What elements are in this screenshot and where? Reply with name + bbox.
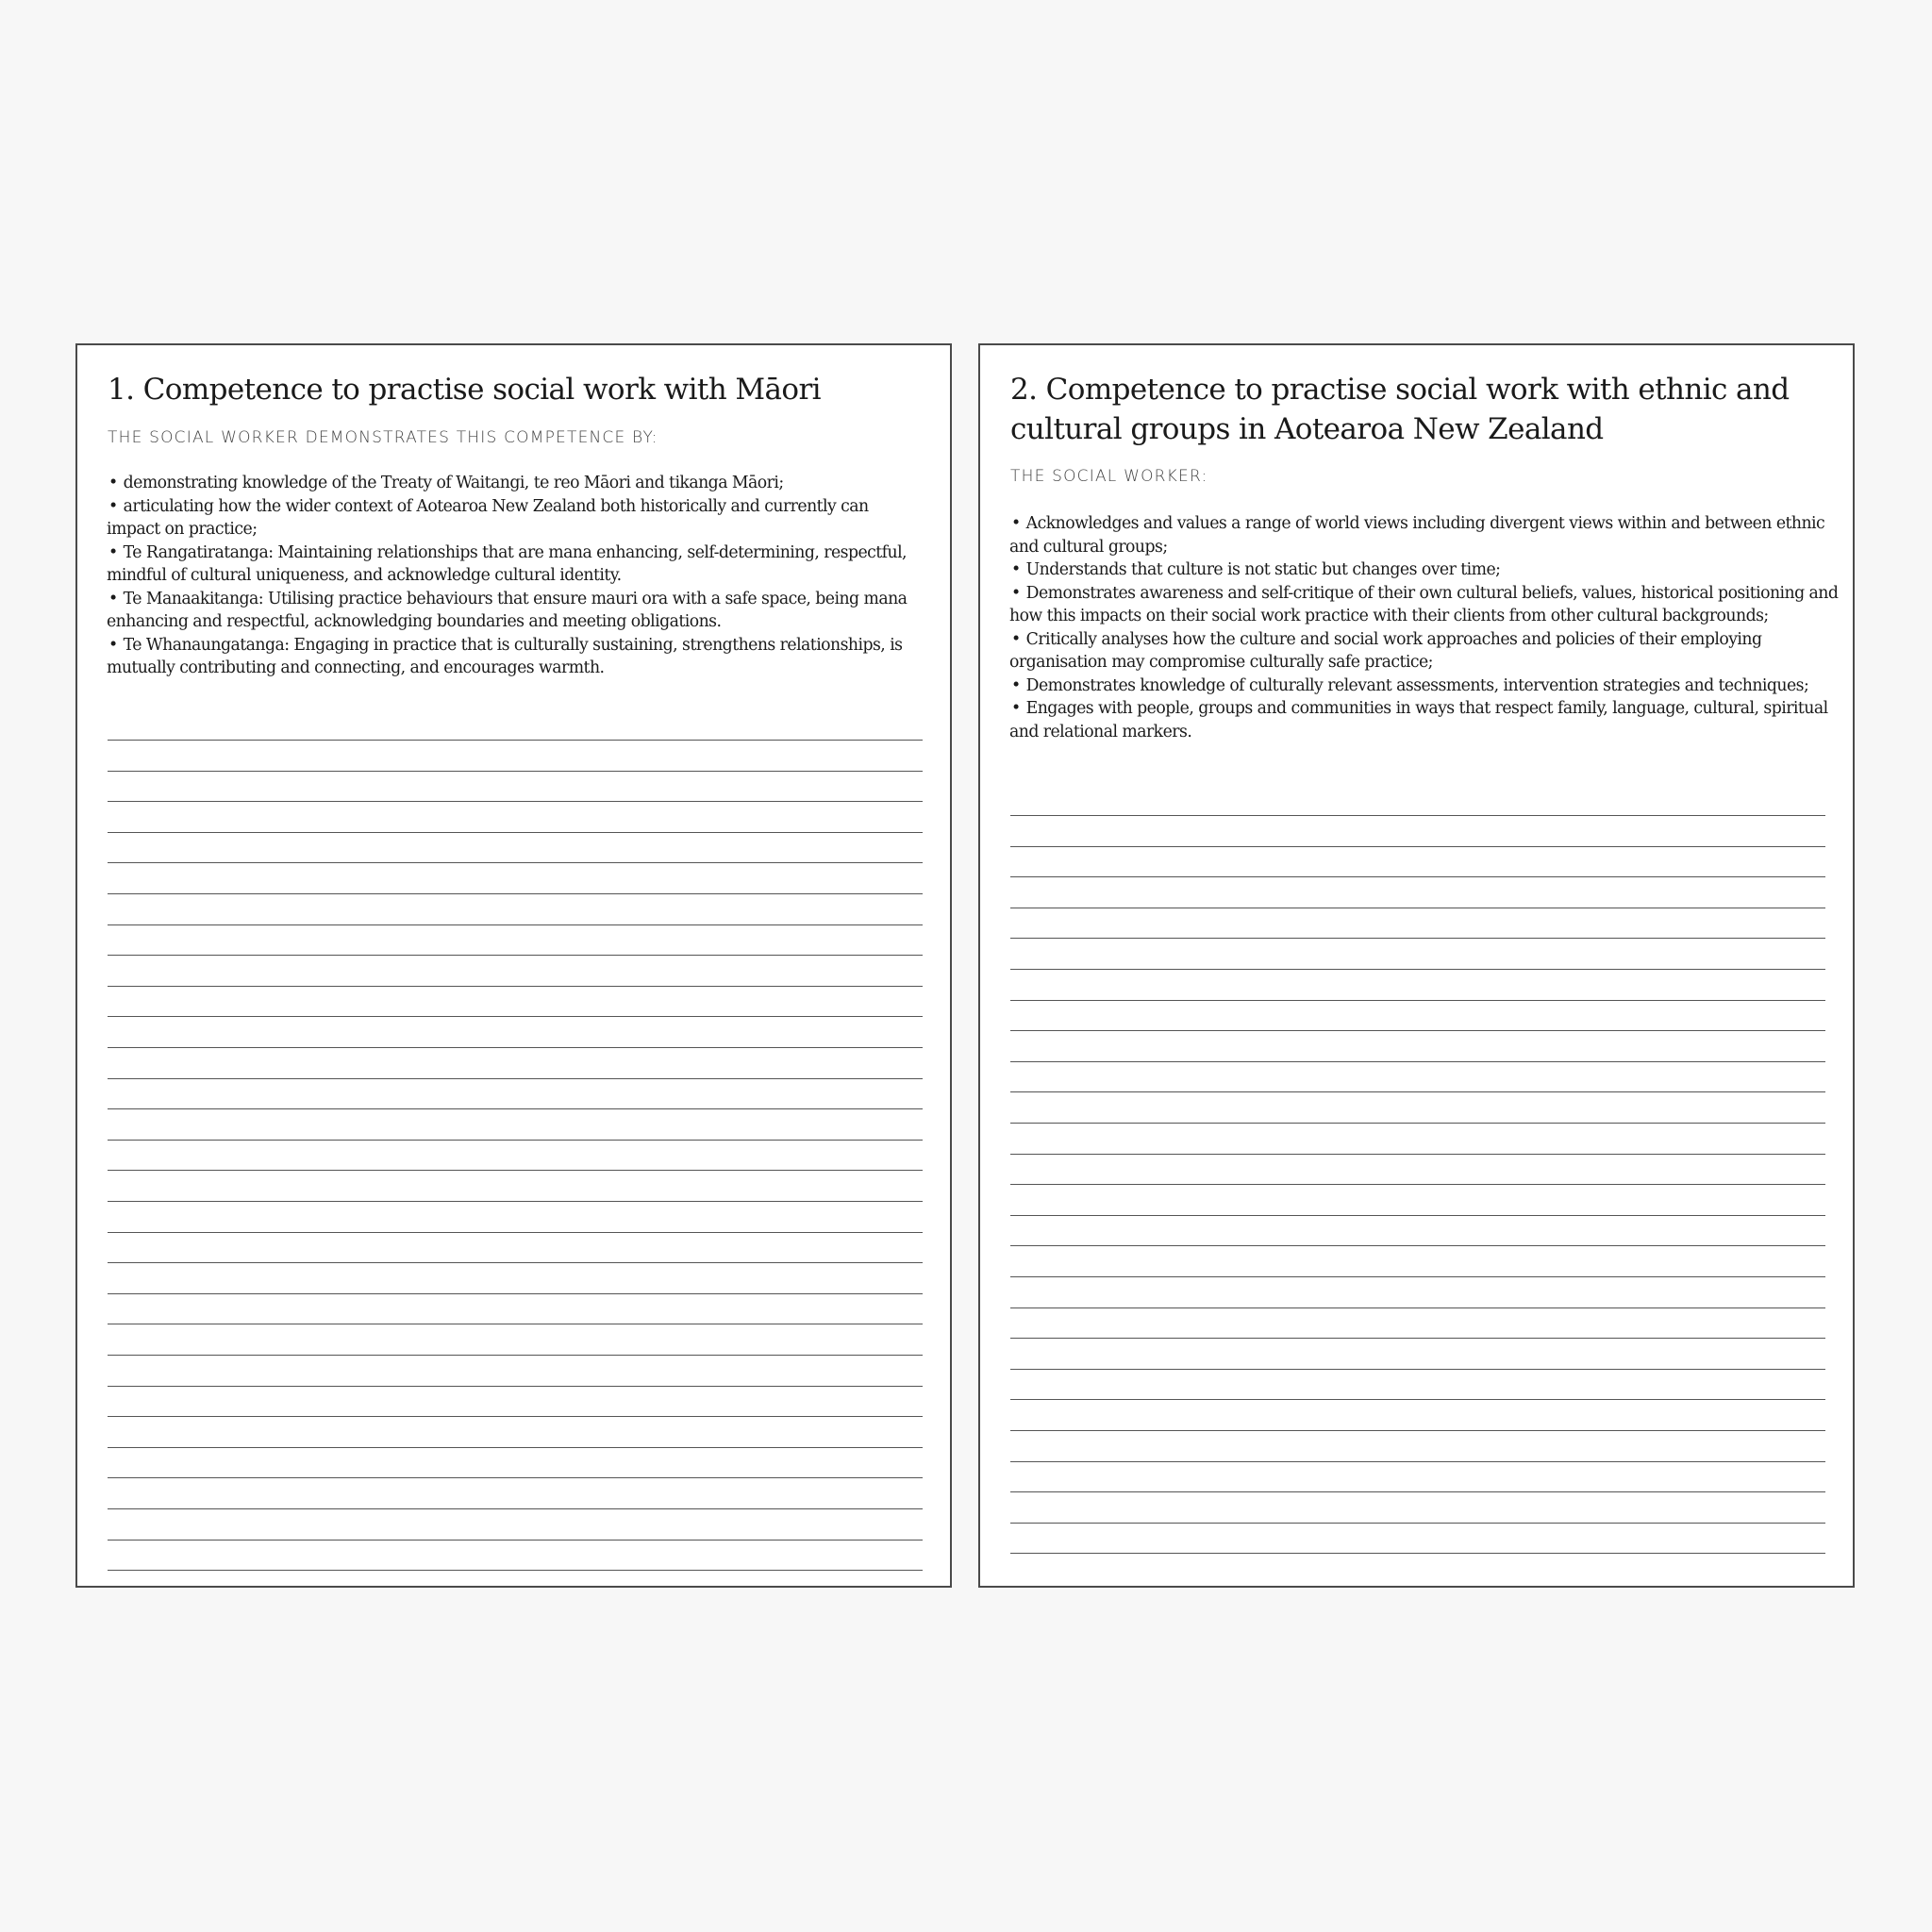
bullet-icon: • bbox=[1011, 514, 1021, 533]
writing-line[interactable] bbox=[108, 801, 923, 802]
bullet-icon: • bbox=[1011, 583, 1021, 603]
writing-line[interactable] bbox=[108, 1170, 923, 1171]
writing-line[interactable] bbox=[1010, 1184, 1825, 1185]
bullet-item: • Demonstrates knowledge of culturally relevant assessments, intervention strategies and techniques; bbox=[1011, 675, 1809, 695]
writing-line[interactable] bbox=[1010, 1553, 1825, 1554]
writing-line[interactable] bbox=[108, 1355, 923, 1356]
bullet-icon: • bbox=[108, 474, 118, 492]
writing-line[interactable] bbox=[108, 1293, 923, 1294]
writing-line[interactable] bbox=[108, 1047, 923, 1048]
bullet-item: • Acknowledges and values a range of world views including divergent views within and between ethnic and cultural groups; bbox=[1009, 514, 1825, 557]
writing-line[interactable] bbox=[108, 740, 923, 741]
writing-line[interactable] bbox=[108, 1108, 923, 1109]
writing-line[interactable] bbox=[108, 1570, 923, 1571]
bullet-item: • Critically analyses how the culture and social work approaches and policies of their employing organisation may compromise culturally safe practice; bbox=[1009, 629, 1762, 672]
section-subheading: THE SOCIAL WORKER: bbox=[1010, 467, 1208, 486]
writing-line[interactable] bbox=[1010, 815, 1825, 816]
page-title: 2. Competence to practise social work with ethnic and cultural groups in Aotearoa New Zealand bbox=[1010, 373, 1790, 446]
bullet-item: • Engages with people, groups and communities in ways that respect family, language, cultural, spiritual and relational markers. bbox=[1009, 699, 1828, 741]
writing-line[interactable] bbox=[108, 955, 923, 956]
bullet-item: • Te Whanaungatanga: Engaging in practice that is culturally sustaining, strengthens relationships, is mutually contributing and connecting, and encourages warmth. bbox=[107, 635, 903, 677]
bullet-icon: • bbox=[1011, 560, 1021, 579]
bullet-item: • Demonstrates awareness and self-critique of their own cultural beliefs, values, historical positioning and how this impacts on their social work practice with their clients from other cultural backgrounds; bbox=[1009, 583, 1839, 625]
writing-line[interactable] bbox=[1010, 969, 1825, 970]
bullet-item: • demonstrating knowledge of the Treaty of Waitangi, te reo Māori and tikanga Māori; bbox=[108, 474, 784, 492]
bullet-item: • articulating how the wider context of Aotearoa New Zealand both historically and currently can impact on practice; bbox=[107, 496, 869, 539]
writing-line[interactable] bbox=[1010, 1091, 1825, 1092]
page-title: 1. Competence to practise social work with Māori bbox=[108, 373, 821, 407]
writing-line[interactable] bbox=[1010, 1245, 1825, 1246]
writing-line[interactable] bbox=[108, 1232, 923, 1233]
writing-line[interactable] bbox=[108, 1201, 923, 1202]
writing-line[interactable] bbox=[108, 1386, 923, 1387]
writing-line[interactable] bbox=[108, 1477, 923, 1478]
writing-line[interactable] bbox=[1010, 1276, 1825, 1277]
writing-line[interactable] bbox=[108, 893, 923, 894]
bullet-item: • Te Manaakitanga: Utilising practice behaviours that ensure mauri ora with a safe space, being mana enhancing and respectful, acknowledging boundaries and meeting obligations. bbox=[107, 589, 908, 631]
writing-line[interactable] bbox=[1010, 876, 1825, 877]
writing-line[interactable] bbox=[108, 1140, 923, 1141]
writing-line[interactable] bbox=[1010, 1430, 1825, 1431]
writing-line[interactable] bbox=[1010, 1000, 1825, 1001]
writing-line[interactable] bbox=[1010, 1123, 1825, 1124]
writing-line[interactable] bbox=[1010, 1491, 1825, 1492]
writing-line[interactable] bbox=[108, 1262, 923, 1263]
competence-bullet-list bbox=[107, 472, 918, 680]
writing-line[interactable] bbox=[1010, 1154, 1825, 1155]
writing-line[interactable] bbox=[108, 1447, 923, 1448]
writing-line[interactable] bbox=[108, 1508, 923, 1509]
bullet-icon: • bbox=[1011, 629, 1021, 649]
bullet-icon: • bbox=[108, 496, 118, 516]
writing-line[interactable] bbox=[108, 1078, 923, 1079]
section-subheading: THE SOCIAL WORKER DEMONSTRATES THIS COMPETENCE BY: bbox=[108, 428, 658, 447]
bullet-icon: • bbox=[108, 542, 118, 562]
writing-line[interactable] bbox=[1010, 1461, 1825, 1462]
competence-bullet-list bbox=[1009, 512, 1840, 743]
writing-line[interactable] bbox=[108, 1540, 923, 1541]
writing-line[interactable] bbox=[1010, 1030, 1825, 1031]
writing-line[interactable] bbox=[1010, 1399, 1825, 1400]
bullet-item: • Te Rangatiratanga: Maintaining relationships that are mana enhancing, self-determining, respectful, mindful of cultural uniqueness, and acknowledge cultural identity. bbox=[107, 542, 908, 585]
writing-line[interactable] bbox=[1010, 1523, 1825, 1524]
writing-line[interactable] bbox=[1010, 1215, 1825, 1216]
bullet-icon: • bbox=[1011, 675, 1021, 695]
writing-line[interactable] bbox=[1010, 846, 1825, 847]
writing-line[interactable] bbox=[108, 1016, 923, 1017]
writing-line[interactable] bbox=[1010, 938, 1825, 939]
writing-line[interactable] bbox=[108, 1416, 923, 1417]
writing-line[interactable] bbox=[108, 924, 923, 925]
worksheet-page-maori-competence bbox=[75, 343, 952, 1588]
writing-line[interactable] bbox=[108, 986, 923, 987]
bullet-icon: • bbox=[108, 635, 118, 655]
writing-line[interactable] bbox=[1010, 1061, 1825, 1062]
writing-line[interactable] bbox=[1010, 1369, 1825, 1370]
writing-line[interactable] bbox=[108, 862, 923, 863]
worksheet-page-ethnic-cultural-competence bbox=[978, 343, 1855, 1588]
bullet-icon: • bbox=[1011, 699, 1021, 718]
bullet-icon: • bbox=[108, 589, 118, 608]
writing-line[interactable] bbox=[108, 832, 923, 833]
writing-line[interactable] bbox=[1010, 1338, 1825, 1339]
writing-line[interactable] bbox=[108, 771, 923, 772]
bullet-item: • Understands that culture is not static but changes over time; bbox=[1011, 560, 1501, 579]
writing-line[interactable] bbox=[1010, 1307, 1825, 1308]
